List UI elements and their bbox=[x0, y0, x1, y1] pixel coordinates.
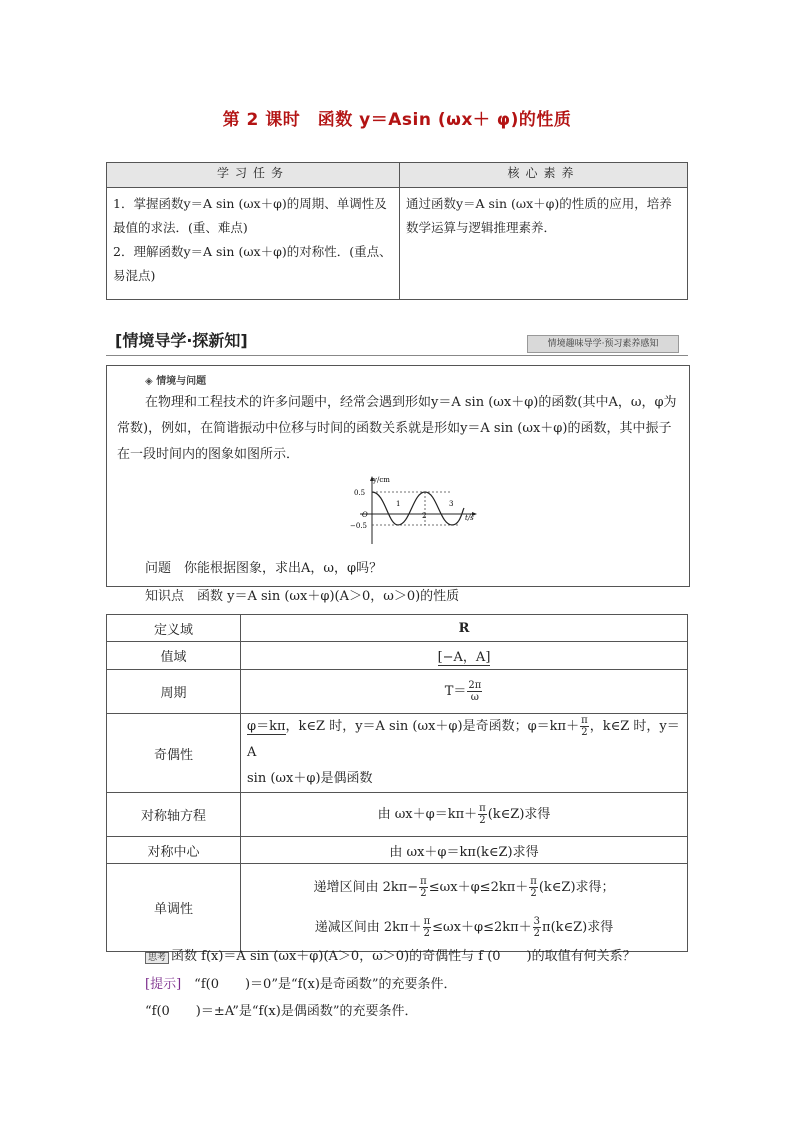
section-tag: 情境趣味导学·预习素养感知 bbox=[527, 335, 679, 353]
axis-pi: π bbox=[479, 803, 486, 814]
think-text: 函数 f(x)＝A sin (ωx＋φ)(A＞0，ω＞0)的奇偶性与 f (0 )的取值有何关系？ bbox=[171, 949, 636, 964]
hint-label: [提示] bbox=[145, 977, 182, 992]
y-label: y/cm bbox=[373, 476, 390, 484]
period-prefix: T＝ bbox=[444, 684, 467, 699]
tasks-header: 学习任务 bbox=[107, 163, 400, 188]
y-bottom-tick: −0.5 bbox=[350, 522, 367, 530]
parity-pi-half bbox=[580, 715, 589, 738]
axis-pi-half bbox=[478, 803, 487, 826]
mono-key: 单调性 bbox=[107, 864, 241, 952]
context-question: 问题 你能根据图象，求出A，ω，φ吗？ bbox=[145, 561, 383, 576]
inc-text-b: ≤ωx＋φ≤2kπ＋ bbox=[428, 879, 529, 895]
axis-two: 2 bbox=[479, 815, 486, 826]
hint-line-2: “f(0 )＝±A”是“f(x)是偶函数”的充要条件． bbox=[145, 1004, 418, 1019]
inc-two-2: 2 bbox=[530, 887, 537, 899]
inc-frac-1 bbox=[419, 876, 428, 899]
decreasing-interval bbox=[247, 908, 681, 948]
range-key: 值域 bbox=[107, 642, 241, 670]
inc-text-c: (k∈Z)求得； bbox=[538, 879, 615, 895]
dec-three: 3 bbox=[533, 915, 541, 927]
origin-label: O bbox=[362, 511, 368, 519]
x-label: t/s bbox=[465, 514, 474, 522]
period-num: 2π bbox=[468, 680, 482, 691]
period-key: 周期 bbox=[107, 670, 241, 714]
tick-1: 1 bbox=[396, 500, 401, 508]
context-icon: ◈ bbox=[145, 376, 153, 387]
increasing-interval bbox=[247, 868, 681, 908]
period-fraction bbox=[467, 680, 482, 703]
dec-pi-1: π bbox=[423, 915, 431, 927]
dec-frac-2 bbox=[533, 916, 541, 939]
period-value bbox=[241, 670, 688, 714]
parity-even-text: ，k∈Z 时，y＝A bbox=[247, 719, 680, 760]
inc-pi-1: π bbox=[420, 875, 427, 887]
parity-value bbox=[241, 714, 688, 793]
range-text: [−A，A] bbox=[437, 650, 491, 665]
dec-text-b: ≤ωx＋φ≤2kπ＋ bbox=[432, 919, 532, 935]
period-den: ω bbox=[470, 692, 479, 703]
tasks-cell bbox=[107, 188, 400, 300]
parity-two: 2 bbox=[581, 727, 588, 738]
page-title: 第 2 课时 函数 y＝Asin (ωx＋ φ)的性质 bbox=[222, 110, 572, 130]
axis-value bbox=[241, 793, 688, 837]
tick-3: 3 bbox=[449, 500, 454, 508]
domain-key: 定义域 bbox=[107, 615, 241, 642]
domain-value: R bbox=[241, 615, 688, 642]
tick-2: 2 bbox=[422, 512, 427, 520]
learning-goals-table bbox=[106, 162, 688, 300]
center-value: 由 ωx＋φ＝kπ(k∈Z)求得 bbox=[241, 837, 688, 864]
context-label bbox=[145, 372, 206, 387]
hint-line-1 bbox=[145, 972, 457, 998]
think-badge: 思考 bbox=[145, 952, 169, 964]
literacy-header: 核心素养 bbox=[400, 163, 688, 188]
task-1: 1．掌握函数y＝A sin (ωx＋φ)的周期、单调性及最值的求法．(重、难点) bbox=[113, 196, 387, 235]
inc-frac-2 bbox=[529, 876, 538, 899]
dec-text-c: π(k∈Z)求得 bbox=[542, 919, 614, 935]
axis-text-a: 由 ωx＋φ＝kπ＋ bbox=[377, 807, 478, 822]
inc-pi-2: π bbox=[530, 875, 537, 887]
section-divider bbox=[106, 355, 688, 356]
parity-pi: π bbox=[581, 715, 588, 726]
hint-text-1: “f(0 )＝0”是“f(x)是奇函数”的充要条件． bbox=[194, 977, 457, 992]
context-paragraph: 在物理和工程技术的许多问题中，经常会遇到形如y＝A sin (ωx＋φ)的函数(其中A，ω，φ为常数)，例如，在简谐振动中位移与时间的函数关系就是形如y＝A sin (ωx＋φ)的函数，其中振子在一段时间内的图象如图所示． bbox=[117, 395, 677, 462]
axis-text-b: (k∈Z)求得 bbox=[487, 807, 551, 822]
task-2: 2．理解函数y＝A sin (ωx＋φ)的对称性．(重点、易混点) bbox=[113, 244, 392, 283]
axis-key: 对称轴方程 bbox=[107, 793, 241, 837]
parity-odd-text: ，k∈Z 时，y＝A sin (ωx＋φ)是奇函数；φ＝kπ＋ bbox=[285, 719, 580, 734]
y-top-tick: 0.5 bbox=[354, 489, 366, 497]
dec-two-1: 2 bbox=[423, 927, 431, 939]
knowledge-title: 知识点 函数 y＝A sin (ωx＋φ)(A＞0，ω＞0)的性质 bbox=[145, 589, 460, 604]
center-key: 对称中心 bbox=[107, 837, 241, 864]
dec-text-a: 递减区间由 2kπ＋ bbox=[314, 919, 422, 935]
mono-value bbox=[241, 864, 688, 952]
section-heading: [情境导学·探新知] bbox=[115, 331, 248, 350]
parity-even-end: sin (ωx＋φ)是偶函数 bbox=[247, 771, 373, 786]
literacy-cell: 通过函数y＝A sin (ωx＋φ)的性质的应用，培养数学运算与逻辑推理素养． bbox=[400, 188, 688, 300]
think-question bbox=[145, 944, 636, 971]
range-value bbox=[241, 642, 688, 670]
context-label-text: 情境与问题 bbox=[156, 376, 207, 387]
sine-curve bbox=[372, 492, 464, 525]
inc-text-a: 递增区间由 2kπ− bbox=[313, 879, 419, 895]
properties-table bbox=[106, 614, 688, 952]
dec-frac-1 bbox=[423, 916, 432, 939]
dec-two-2: 2 bbox=[533, 927, 541, 939]
parity-odd-condition: φ＝kπ bbox=[247, 719, 286, 734]
parity-key: 奇偶性 bbox=[107, 714, 241, 793]
oscillation-graph bbox=[340, 472, 480, 552]
inc-two-1: 2 bbox=[420, 887, 427, 899]
